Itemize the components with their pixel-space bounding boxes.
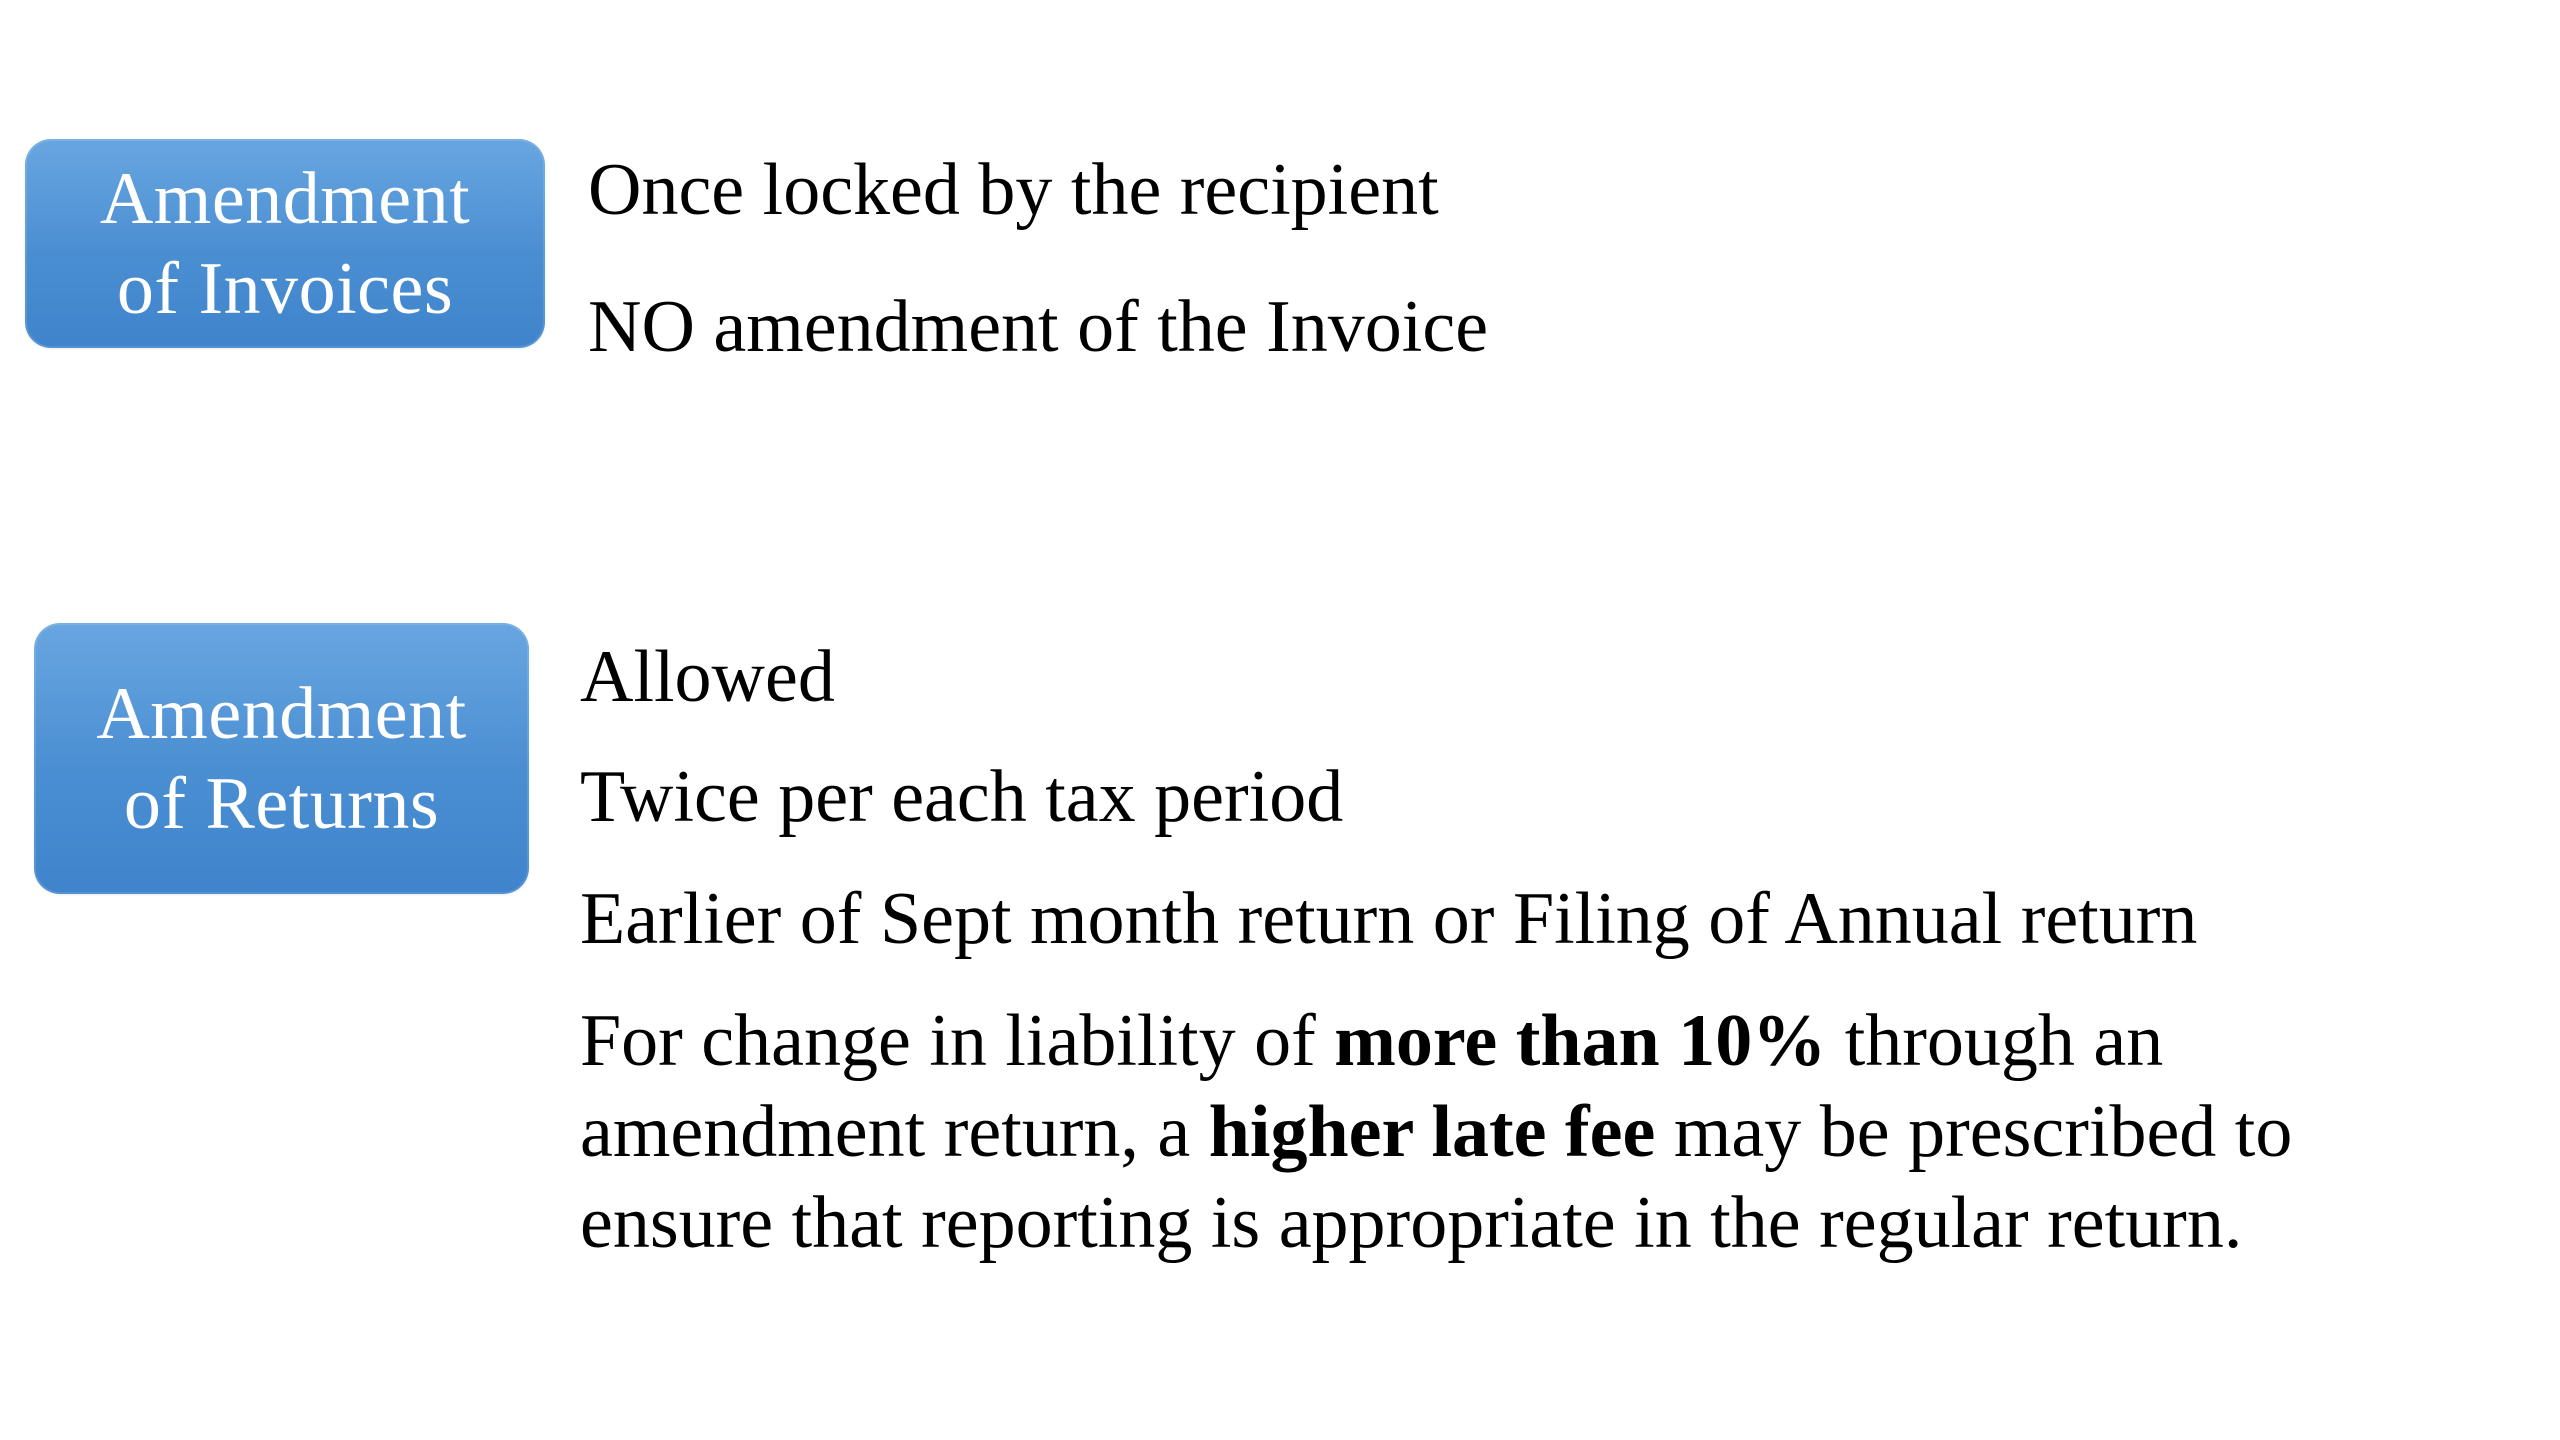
note-emphasis-higher-late-fee: higher late fee — [1208, 1091, 1656, 1173]
note-line-1-c: through an — [1826, 1000, 2164, 1082]
returns-note-late-fee — [580, 996, 2560, 1269]
amendment-of-invoices-badge — [25, 139, 545, 348]
badge-invoices-line1: Amendment — [99, 157, 471, 240]
amendment-of-returns-badge — [34, 623, 529, 894]
note-line-2-c: may be prescribed to — [1655, 1091, 2293, 1173]
note-line-3: ensure that reporting is appropriate in the regular return. — [580, 1182, 2243, 1264]
returns-point-allowed: Allowed — [580, 636, 835, 718]
note-emphasis-more-than-10-percent: more than 10% — [1334, 1000, 1827, 1082]
note-line-2-a: amendment return, a — [580, 1091, 1209, 1173]
badge-invoices-line2: of Invoices — [116, 247, 454, 330]
returns-point-twice-per-period: Twice per each tax period — [580, 756, 1344, 838]
note-line-1-a: For change in liability of — [580, 1000, 1335, 1082]
returns-point-deadline: Earlier of Sept month return or Filing of Annual return — [580, 878, 2198, 960]
invoice-point-locked: Once locked by the recipient — [588, 149, 1439, 231]
invoice-point-no-amendment: NO amendment of the Invoice — [588, 286, 1489, 368]
note-line-2 — [580, 1087, 2560, 1178]
badge-returns-line1: Amendment — [96, 672, 467, 755]
badge-returns-line2: of Returns — [123, 762, 440, 845]
note-line-1 — [580, 996, 2560, 1087]
